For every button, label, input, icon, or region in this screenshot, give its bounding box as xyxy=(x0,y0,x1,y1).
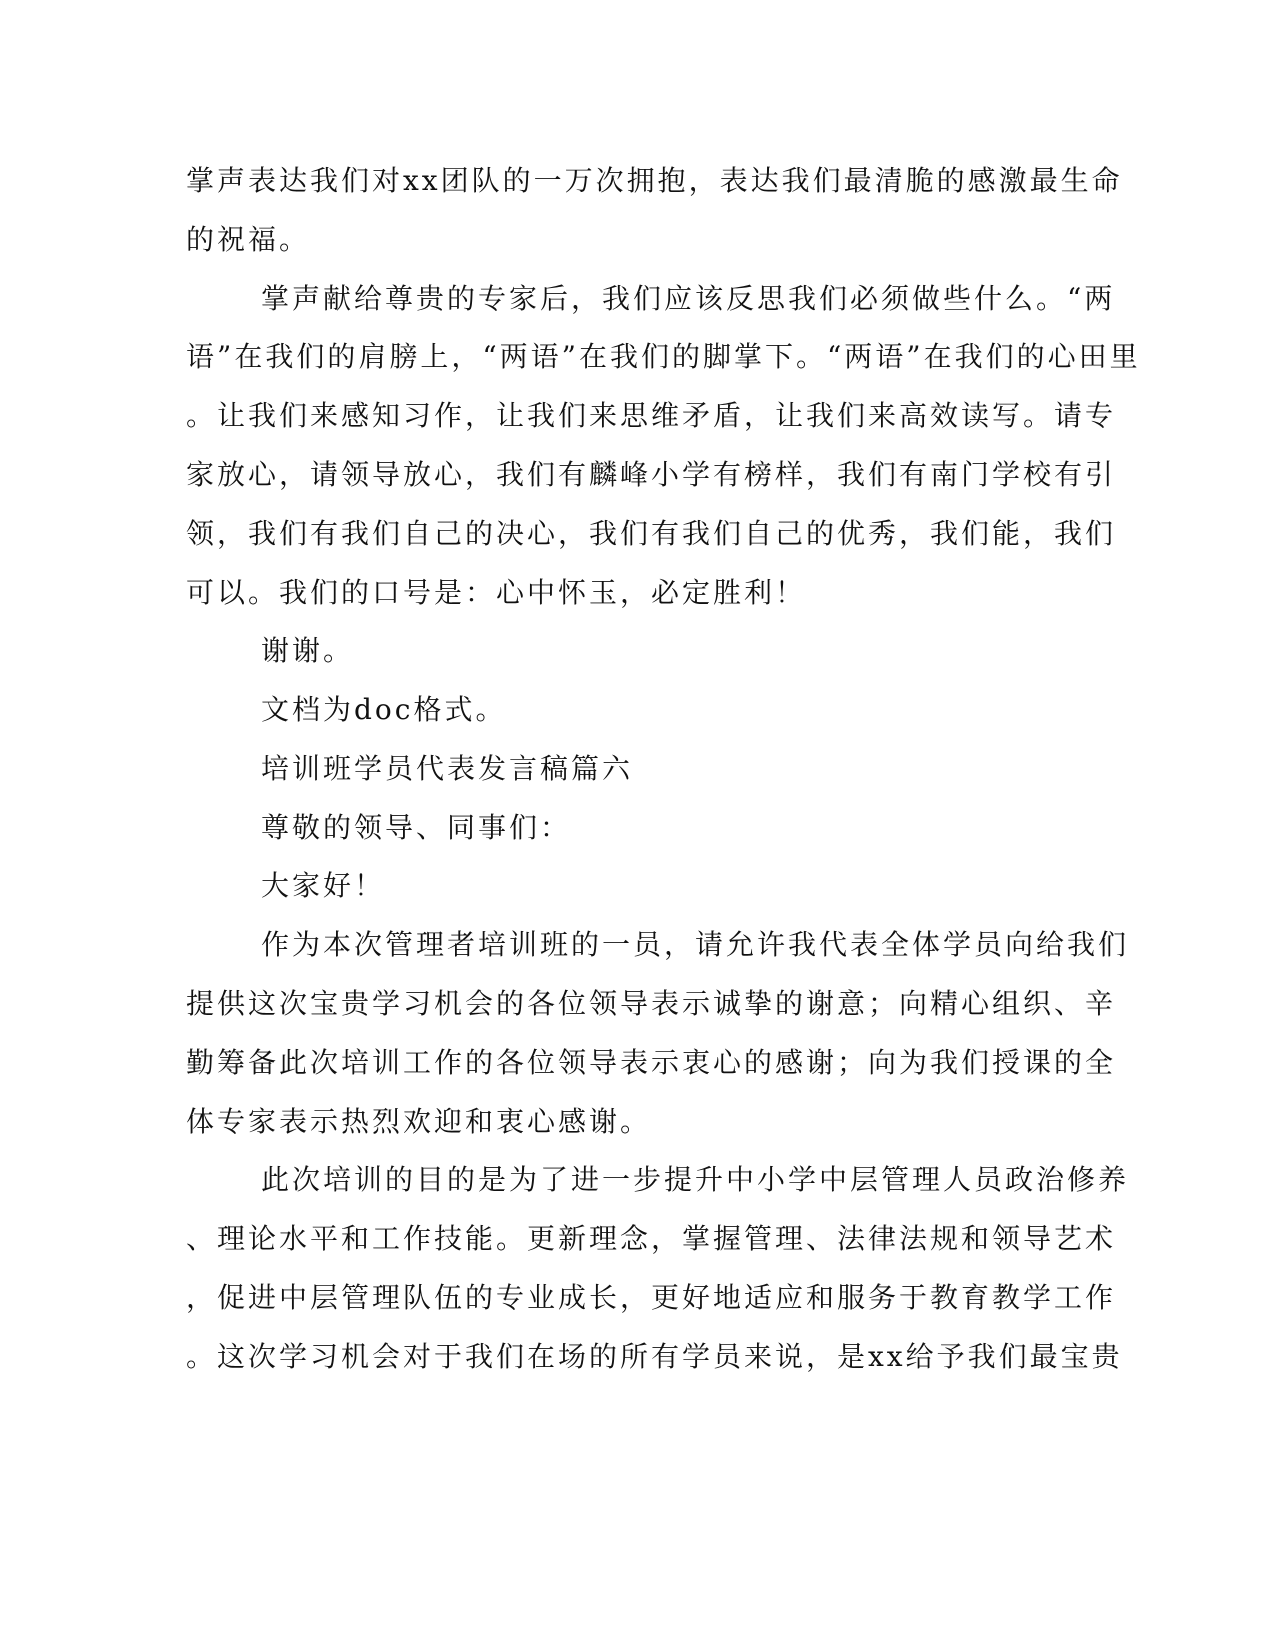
text-line: 领，我们有我们自己的决心，我们有我们自己的优秀，我们能，我们 xyxy=(186,517,1117,550)
text-line: 文档为doc格式。 xyxy=(261,693,507,726)
text-line: ，促进中层管理队伍的专业成长，更好地适应和服务于教育教学工作 xyxy=(186,1281,1117,1314)
text-line: 谢谢。 xyxy=(261,634,355,667)
text-line: 此次培训的目的是为了进一步提升中小学中层管理人员政治修养 xyxy=(261,1163,1130,1196)
text-line: 体专家表示热烈欢迎和衷心感谢。 xyxy=(186,1105,652,1138)
text-line: 的祝福。 xyxy=(186,223,311,256)
salutation: 尊敬的领导、同事们： xyxy=(261,811,572,844)
text-line: 掌声表达我们对xx团队的一万次拥抱，表达我们最清脆的感激最生命 xyxy=(186,164,1123,197)
text-line: 可以。我们的口号是：心中怀玉，必定胜利！ xyxy=(186,576,807,609)
text-line: 。让我们来感知习作，让我们来思维矛盾，让我们来高效读写。请专 xyxy=(186,399,1117,432)
greeting: 大家好！ xyxy=(261,869,386,902)
text-line: 作为本次管理者培训班的一员，请允许我代表全体学员向给我们 xyxy=(261,928,1130,961)
text-line: 家放心，请领导放心，我们有麟峰小学有榜样，我们有南门学校有引 xyxy=(186,458,1117,491)
section-heading: 培训班学员代表发言稿篇六 xyxy=(261,752,634,785)
text-line: 、理论水平和工作技能。更新理念，掌握管理、法律法规和领导艺术 xyxy=(186,1222,1117,1255)
text-line: 掌声献给尊贵的专家后，我们应该反思我们必须做些什么。“两 xyxy=(261,282,1116,315)
text-line: 勤筹备此次培训工作的各位领导表示衷心的感谢；向为我们授课的全 xyxy=(186,1046,1117,1079)
text-line: 语”在我们的肩膀上，“两语”在我们的脚掌下。“两语”在我们的心田里 xyxy=(186,340,1141,373)
text-line: 提供这次宝贵学习机会的各位领导表示诚挚的谢意；向精心组织、辛 xyxy=(186,987,1117,1020)
text-line: 。这次学习机会对于我们在场的所有学员来说，是xx给予我们最宝贵 xyxy=(186,1340,1123,1373)
